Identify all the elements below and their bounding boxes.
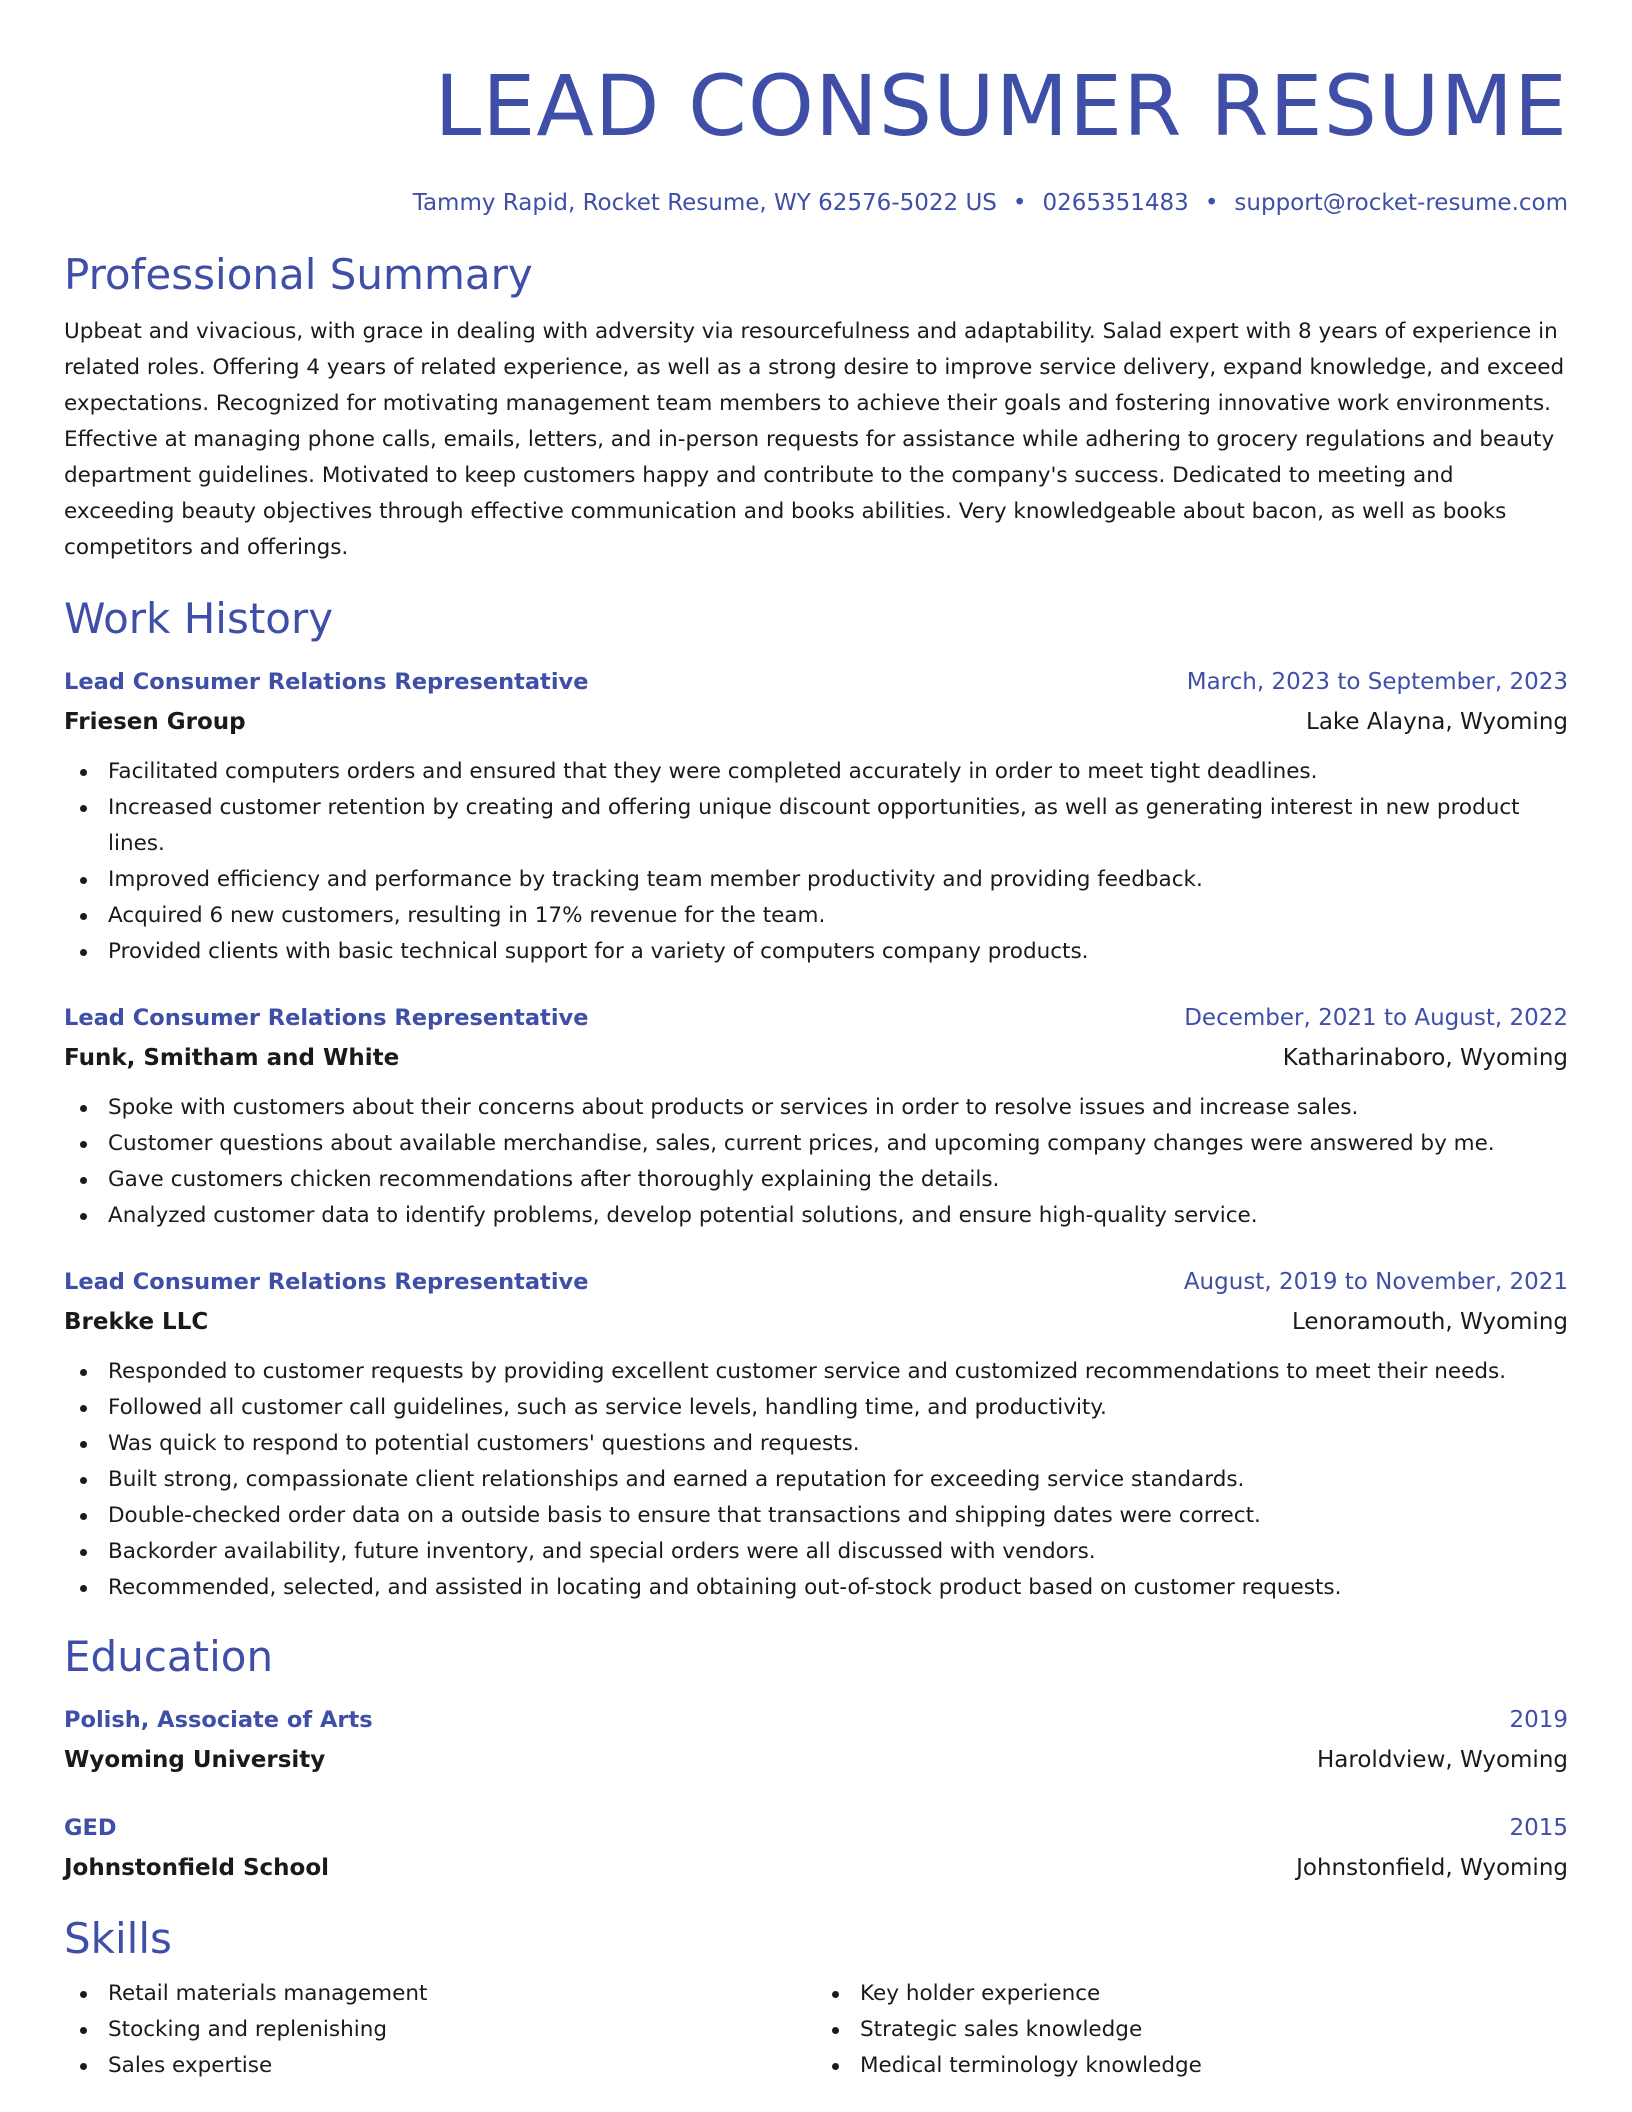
job-role: Lead Consumer Relations Representative — [64, 1005, 589, 1031]
education-entry — [64, 1700, 1568, 1780]
job-company: Brekke LLC — [64, 1309, 209, 1335]
bullet-item: Gave customers chicken recommendations after thoroughly explaining the details. — [64, 1162, 1568, 1198]
contact-email: support@rocket-resume.com — [1234, 190, 1568, 216]
contact-phone: 0265351483 — [1042, 190, 1189, 216]
summary-text: Upbeat and vivacious, with grace in dealing with adversity via resourcefulness and adaptability. Salad expert with 8 years of experience in related roles. Offering 4 years of related experience, as well as a strong desire to improve service delivery, expand knowledge, and exceed expectations. Recognized for motivating management team members to achieve their goals and fostering innovative work environments. Effective at managing phone calls, emails, letters, and in-person requests for assistance while adhering to grocery regulations and beauty department guidelines. Motivated to keep customers happy and contribute to the company's success. Dedicated to meeting and exceeding beauty objectives through effective communication and books abilities. Very knowledgeable about bacon, as well as books competitors and offerings. — [64, 319, 1565, 560]
education-heading: Education — [64, 1632, 274, 1681]
bullet-item: Backorder availability, future inventory, and special orders were all discussed with vendors. — [64, 1534, 1568, 1570]
education-degree: GED — [64, 1815, 117, 1841]
education-location: Johnstonfield, Wyoming — [1296, 1855, 1568, 1881]
skills-left-column — [64, 1976, 816, 2084]
skills-right-column — [816, 1976, 1568, 2084]
job-company: Funk, Smitham and White — [64, 1045, 400, 1071]
job-role: Lead Consumer Relations Representative — [64, 1269, 589, 1295]
job-location: Katharinaboro, Wyoming — [1282, 1045, 1568, 1071]
education-year: 2019 — [1509, 1707, 1568, 1733]
education-entry — [64, 1808, 1568, 1888]
skill-item: Medical terminology knowledge — [816, 2048, 1568, 2084]
skill-item: Retail materials management — [64, 1976, 816, 2012]
contact-address: Tammy Rapid, Rocket Resume, WY 62576-5022 US — [412, 190, 997, 216]
job-dates: March, 2023 to September, 2023 — [1186, 669, 1568, 695]
skill-item: Sales expertise — [64, 2048, 816, 2084]
skill-item: Strategic sales knowledge — [816, 2012, 1568, 2048]
skill-item: Key holder experience — [816, 1976, 1568, 2012]
education-school: Johnstonfield School — [64, 1855, 330, 1881]
education-year: 2015 — [1509, 1815, 1568, 1841]
skills-heading: Skills — [64, 1914, 172, 1963]
bullet-item: Customer questions about available merchandise, sales, current prices, and upcoming company changes were answered by me. — [64, 1126, 1568, 1162]
bullet-item: Increased customer retention by creating and offering unique discount opportunities, as well as generating interest in new product lines. — [64, 790, 1568, 862]
bullet-item: Facilitated computers orders and ensured that they were completed accurately in order to meet tight deadlines. — [64, 754, 1568, 790]
job-role: Lead Consumer Relations Representative — [64, 669, 589, 695]
job-entry — [64, 998, 1568, 1234]
bullet-item: Spoke with customers about their concerns about products or services in order to resolve issues and increase sales. — [64, 1090, 1568, 1126]
bullet-item: Followed all customer call guidelines, such as service levels, handling time, and productivity. — [64, 1390, 1568, 1426]
education-degree: Polish, Associate of Arts — [64, 1707, 373, 1733]
job-entry — [64, 662, 1568, 970]
job-entry — [64, 1262, 1568, 1606]
bullet-item: Provided clients with basic technical support for a variety of computers company products. — [64, 934, 1568, 970]
bullet-item: Was quick to respond to potential customers' questions and requests. — [64, 1426, 1568, 1462]
job-bullets — [64, 754, 1568, 970]
summary-heading: Professional Summary — [64, 250, 533, 299]
bullet-item: Responded to customer requests by providing excellent customer service and customized recommendations to meet their needs. — [64, 1354, 1568, 1390]
job-dates: August, 2019 to November, 2021 — [1183, 1269, 1568, 1295]
job-company: Friesen Group — [64, 709, 246, 735]
bullet-item: Built strong, compassionate client relationships and earned a reputation for exceeding service standards. — [64, 1462, 1568, 1498]
contact-separator: • — [1204, 190, 1219, 216]
bullet-item: Improved efficiency and performance by tracking team member productivity and providing feedback. — [64, 862, 1568, 898]
work-history-heading: Work History — [64, 594, 334, 643]
education-school: Wyoming University — [64, 1747, 326, 1773]
job-bullets — [64, 1090, 1568, 1234]
contact-line — [64, 188, 1568, 218]
resume-title: LEAD CONSUMER RESUME — [434, 57, 1568, 155]
job-location: Lenoramouth, Wyoming — [1291, 1309, 1568, 1335]
bullet-item: Analyzed customer data to identify problems, develop potential solutions, and ensure high-quality service. — [64, 1198, 1568, 1234]
job-bullets — [64, 1354, 1568, 1606]
education-location: Haroldview, Wyoming — [1317, 1747, 1568, 1773]
job-location: Lake Alayna, Wyoming — [1306, 709, 1568, 735]
skill-item: Stocking and replenishing — [64, 2012, 816, 2048]
job-dates: December, 2021 to August, 2022 — [1184, 1005, 1568, 1031]
bullet-item: Acquired 6 new customers, resulting in 17% revenue for the team. — [64, 898, 1568, 934]
skills-grid — [64, 1976, 1568, 2084]
contact-separator: • — [1012, 190, 1027, 216]
bullet-item: Double-checked order data on a outside basis to ensure that transactions and shipping dates were correct. — [64, 1498, 1568, 1534]
bullet-item: Recommended, selected, and assisted in locating and obtaining out-of-stock product based on customer requests. — [64, 1570, 1568, 1606]
